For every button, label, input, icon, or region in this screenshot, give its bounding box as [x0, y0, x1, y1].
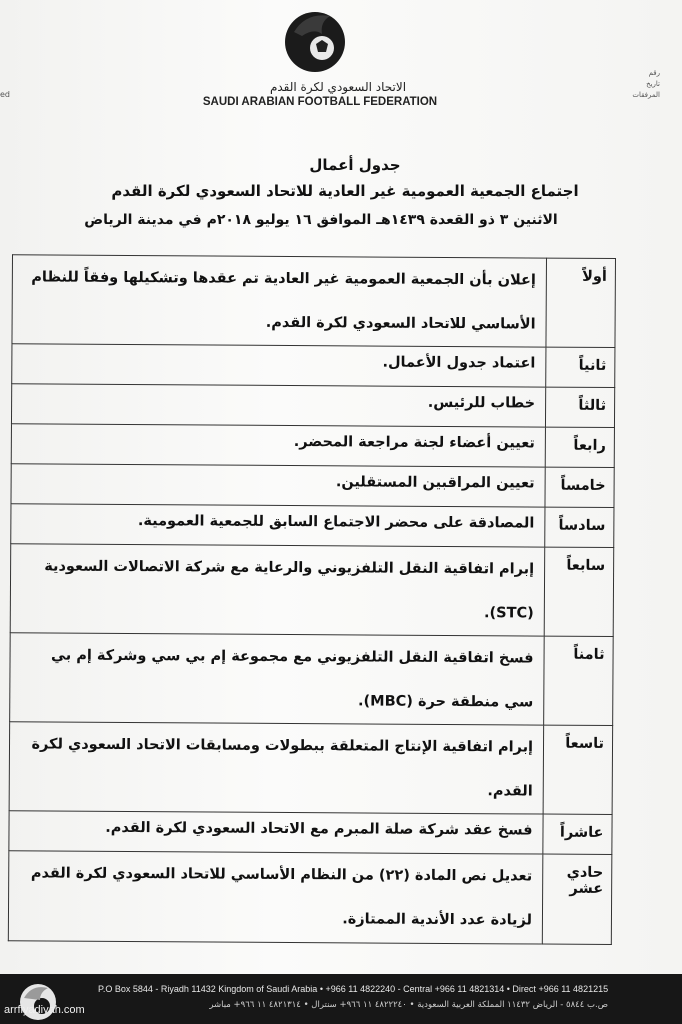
agenda-item-text: إعلان بأن الجمعية العمومية غير العادية تم عقدها وتشكيلها وفقاً للنظام الأساسي للاتحاد السعودي لكرة القدم. — [12, 255, 547, 347]
footer-address-arabic: ص.ب ٥٨٤٤ - الرياض ١١٤٣٢ المملكة العربية السعودية • ٤٨٢٢٢٤٠ ١١ ٩٦٦+ سنترال • ٤٨٢١٣١٤ ١١ ٩٦٦+ مباشر — [209, 1000, 608, 1010]
meeting-date-line: الاثنين ٣ ذو القعدة ١٤٣٩هـ الموافق ١٦ يوليو ٢٠١٨م في مدينة الرياض — [84, 212, 558, 228]
agenda-item-text: اعتماد جدول الأعمال. — [12, 344, 546, 387]
letterhead-footer — [0, 974, 682, 1024]
cropped-margin-text — [0, 76, 10, 114]
agenda-item-number: رابعاً — [545, 427, 614, 467]
agenda-row — [11, 424, 614, 468]
agenda-item-text: تعديل نص المادة (٢٢) من النظام الأساسي للاتحاد السعودي لكرة القدم لزيادة عدد الأندية الممتازة. — [8, 851, 543, 944]
agenda-row — [9, 811, 612, 855]
agenda-table — [8, 254, 616, 945]
agenda-item-number: ثالثاً — [545, 387, 614, 427]
agenda-item-number: أولاً — [546, 258, 616, 347]
agenda-item-text: فسخ عقد شركة صلة المبرم مع الاتحاد السعودي لكرة القدم. — [9, 811, 543, 854]
agenda-item-number: تاسعاً — [543, 725, 613, 814]
agenda-row — [11, 464, 614, 508]
document-title: جدول أعمال — [309, 156, 401, 174]
agenda-row — [12, 344, 615, 388]
cropped-margin-mark: ed — [0, 90, 10, 99]
agenda-item-text: تعيين أعضاء لجنة مراجعة المحضر. — [11, 424, 545, 467]
saff-logo — [276, 2, 354, 74]
agenda-item-number: ثانياً — [546, 347, 615, 387]
agenda-row — [8, 851, 612, 945]
reference-fields — [632, 68, 660, 101]
federation-name-english: SAUDI ARABIAN FOOTBALL FEDERATION — [202, 96, 438, 108]
reference-date-label: تاريخ — [646, 80, 660, 88]
reference-number-label: رقم — [648, 69, 660, 77]
attachments-label: المرفقات — [632, 91, 660, 99]
agenda-row — [9, 722, 613, 815]
agenda-item-number: حادي عشر — [542, 854, 612, 944]
agenda-item-text: إبرام اتفاقية الإنتاج المتعلقة ببطولات ومسابقات الاتحاد السعودي لكرة القدم. — [9, 722, 544, 814]
agenda-row — [10, 633, 614, 726]
agenda-item-text: خطاب للرئيس. — [11, 384, 545, 427]
agenda-item-number: خامساً — [545, 467, 614, 507]
agenda-item-number: سابعاً — [544, 547, 614, 636]
federation-name-arabic: الاتحاد السعودي لكرة القدم — [269, 80, 407, 94]
agenda-item-text: تعيين المراقبين المستقلين. — [11, 464, 545, 507]
source-watermark: arrfiyadiyah.com — [4, 1004, 85, 1016]
agenda-row — [12, 255, 616, 348]
meeting-subtitle: اجتماع الجمعية العمومية غير العادية للاتحاد السعودي لكرة القدم — [111, 182, 579, 200]
footer-address-english: P.O Box 5844 - Riyadh 11432 Kingdom of Saudi Arabia • +966 11 4822240 - Central +966 11 4821314 • Direct +966 11 4821215 — [98, 984, 609, 994]
agenda-item-text: المصادقة على محضر الاجتماع السابق للجمعية العمومية. — [11, 504, 545, 547]
agenda-item-text: فسخ اتفاقية النقل التلفزيوني مع مجموعة إم بي سي وشركة إم بي سي منطقة حرة (MBC). — [10, 633, 545, 725]
agenda-item-number: سادساً — [545, 507, 614, 547]
agenda-item-number: ثامناً — [544, 636, 614, 725]
agenda-row — [11, 384, 614, 428]
agenda-row — [10, 544, 614, 637]
agenda-item-text: إبرام اتفاقية النقل التلفزيوني والرعاية مع شركة الاتصالات السعودية (STC). — [10, 544, 545, 636]
agenda-row — [11, 504, 614, 548]
agenda-item-number: عاشراً — [543, 814, 612, 854]
